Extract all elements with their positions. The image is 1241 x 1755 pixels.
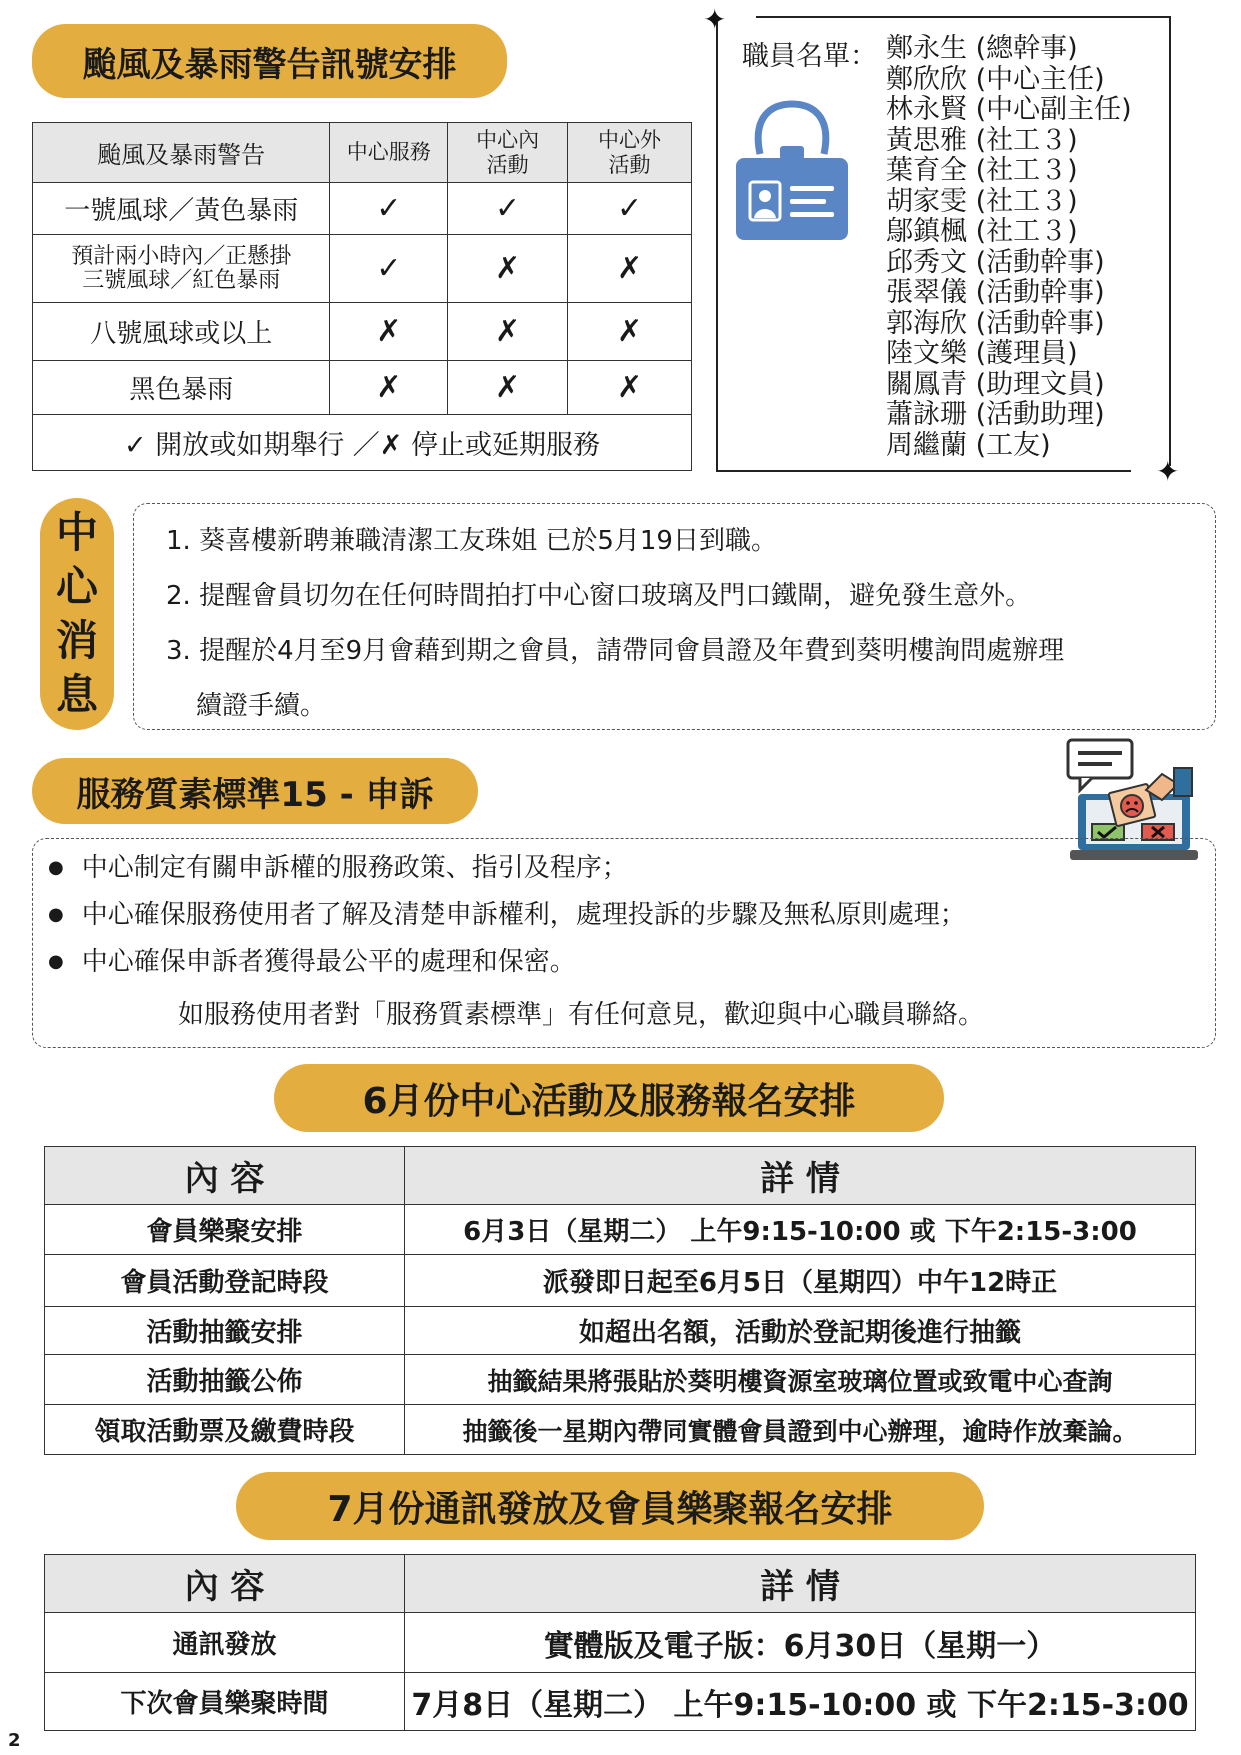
table-row [33, 183, 692, 235]
header-inside [448, 123, 568, 183]
content-cell: 活動抽籤安排 [45, 1307, 405, 1355]
list-item: 2. 提醒會員切勿在任何時間拍打中心窗口玻璃及門口鐵閘，避免發生意外。 [166, 581, 1032, 611]
content-cell: 會員活動登記時段 [45, 1255, 405, 1307]
list-item: 林永賢 (中心副主任) [886, 94, 1132, 125]
mark-cell: ✗ [330, 361, 448, 415]
mark-cell: ✗ [448, 235, 568, 303]
news-list [166, 514, 1064, 734]
header-content: 內 容 [45, 1147, 405, 1205]
list-item: 1. 葵喜樓新聘兼職清潔工友珠姐 已於5月19日到職。 [166, 526, 777, 556]
july-table [44, 1554, 1196, 1731]
complaints-note: 如服務使用者對「服務質素標準」有任何意見，歡迎與中心職員聯絡。 [178, 1000, 985, 1030]
header-warning: 颱風及暴雨警告 [33, 123, 330, 183]
news-title-char: 心 [55, 562, 98, 611]
detail-cell: 如超出名額，活動於登記期後進行抽籤 [405, 1307, 1196, 1355]
typhoon-legend: ✓ 開放或如期舉行 ／✗ 停止或延期服務 [33, 415, 692, 471]
list-item: 鄭欣欣 (中心主任) [886, 63, 1105, 95]
detail-cell: 派發即日起至6月5日（星期四）中午12時正 [405, 1255, 1196, 1307]
page-number: 2 [8, 1730, 21, 1751]
staff-list [886, 34, 1132, 461]
table-row [45, 1613, 1196, 1673]
sparkle-icon: ✦ [703, 3, 727, 36]
list-item: 葉育全 (社工３) [886, 155, 1078, 186]
mark-cell: ✗ [568, 303, 692, 361]
detail-cell: 6月3日（星期二） 上午9:15-10:00 或 下午2:15-3:00 [405, 1205, 1196, 1255]
list-item: ● 中心制定有關申訴權的服務政策、指引及程序； [48, 846, 966, 893]
content-cell: 通訊發放 [45, 1613, 405, 1673]
list-item: 陸文樂 (護理員) [886, 338, 1078, 369]
june-table [44, 1146, 1196, 1455]
mark-cell: ✗ [448, 303, 568, 361]
content-cell: 下次會員樂聚時間 [45, 1673, 405, 1731]
mark-cell: ✗ [330, 303, 448, 361]
news-title-char: 息 [55, 670, 98, 719]
table-row [33, 235, 692, 303]
content-cell: 活動抽籤公佈 [45, 1355, 405, 1405]
list-item: 張翠儀 (活動幹事) [886, 277, 1105, 308]
row-label-line: 預計兩小時內／正懸掛 [71, 243, 292, 269]
header-inside-text: 中心內活動 [476, 127, 540, 177]
list-item: ● 中心確保服務使用者了解及清楚申訴權利，處理投訴的步驟及無私原則處理； [48, 893, 966, 940]
mark-cell: ✓ [330, 183, 448, 235]
mark-cell: ✓ [568, 183, 692, 235]
staff-label: 職員名單： [742, 41, 877, 72]
header-outside [568, 123, 692, 183]
row-label: 一號風球／黃色暴雨 [33, 183, 330, 235]
table-row [33, 415, 692, 471]
table-row [45, 1307, 1196, 1355]
list-item: ● 中心確保申訴者獲得最公平的處理和保密。 [48, 940, 966, 987]
list-item: 關鳳青 (助理文員) [886, 368, 1105, 400]
typhoon-table [32, 122, 692, 471]
row-label-line: 三號風球／紅色暴雨 [82, 267, 281, 293]
list-item: 郭海欣 (活動幹事) [886, 307, 1105, 339]
list-item: 周繼蘭 (工友) [886, 429, 1051, 461]
mark-cell: ✗ [568, 361, 692, 415]
list-item: 3. 提醒於4月至9月會藉到期之會員，請帶同會員證及年費到葵明樓詢問處辦理 [166, 636, 1065, 666]
list-item: 蕭詠珊 (活動助理) [886, 399, 1105, 430]
detail-cell: 抽籤後一星期內帶同實體會員證到中心辦理，逾時作放棄論。 [405, 1405, 1196, 1455]
header-content: 內 容 [45, 1555, 405, 1613]
table-row [45, 1405, 1196, 1455]
table-row [33, 303, 692, 361]
june-section-title: 6月份中心活動及服務報名安排 [274, 1064, 944, 1132]
list-item-continuation: 續證手續。 [196, 691, 327, 721]
list-item: 胡家雯 (社工３) [886, 185, 1078, 217]
list-item: 鄭永生 (總幹事) [886, 33, 1078, 64]
detail-cell: 抽籤結果將張貼於葵明樓資源室玻璃位置或致電中心查詢 [405, 1355, 1196, 1405]
sparkle-icon: ✦ [1156, 455, 1180, 488]
news-title-char: 中 [55, 508, 98, 557]
list-item: 鄔鎮楓 (社工３) [886, 216, 1078, 247]
table-row [45, 1355, 1196, 1405]
july-section-title: 7月份通訊發放及會員樂聚報名安排 [236, 1472, 984, 1540]
row-label: 黑色暴雨 [33, 361, 330, 415]
table-row [45, 1255, 1196, 1307]
header-detail: 詳 情 [405, 1555, 1196, 1613]
header-detail: 詳 情 [405, 1147, 1196, 1205]
content-cell: 會員樂聚安排 [45, 1205, 405, 1255]
mark-cell: ✓ [448, 183, 568, 235]
complaints-list [48, 846, 966, 987]
header-service: 中心服務 [330, 123, 448, 183]
table-row [33, 361, 692, 415]
content-cell: 領取活動票及繳費時段 [45, 1405, 405, 1455]
header-outside-text: 中心外活動 [598, 127, 662, 177]
news-section-title [40, 498, 114, 730]
table-row [45, 1205, 1196, 1255]
detail-cell: 7月8日（星期二） 上午9:15-10:00 或 下午2:15-3:00 [405, 1673, 1196, 1731]
mark-cell: ✓ [330, 235, 448, 303]
row-label [33, 235, 330, 303]
table-row [45, 1673, 1196, 1731]
mark-cell: ✗ [448, 361, 568, 415]
detail-cell: 實體版及電子版：6月30日（星期一） [405, 1613, 1196, 1673]
typhoon-section-title: 颱風及暴雨警告訊號安排 [32, 24, 507, 98]
list-item: 黃思雅 (社工３) [886, 124, 1078, 156]
complaints-section-title: 服務質素標準15 - 申訴 [32, 758, 478, 824]
news-title-char: 消 [55, 616, 98, 665]
row-label: 八號風球或以上 [33, 303, 330, 361]
id-badge-icon [732, 96, 852, 246]
mark-cell: ✗ [568, 235, 692, 303]
list-item: 邱秀文 (活動幹事) [886, 246, 1105, 278]
